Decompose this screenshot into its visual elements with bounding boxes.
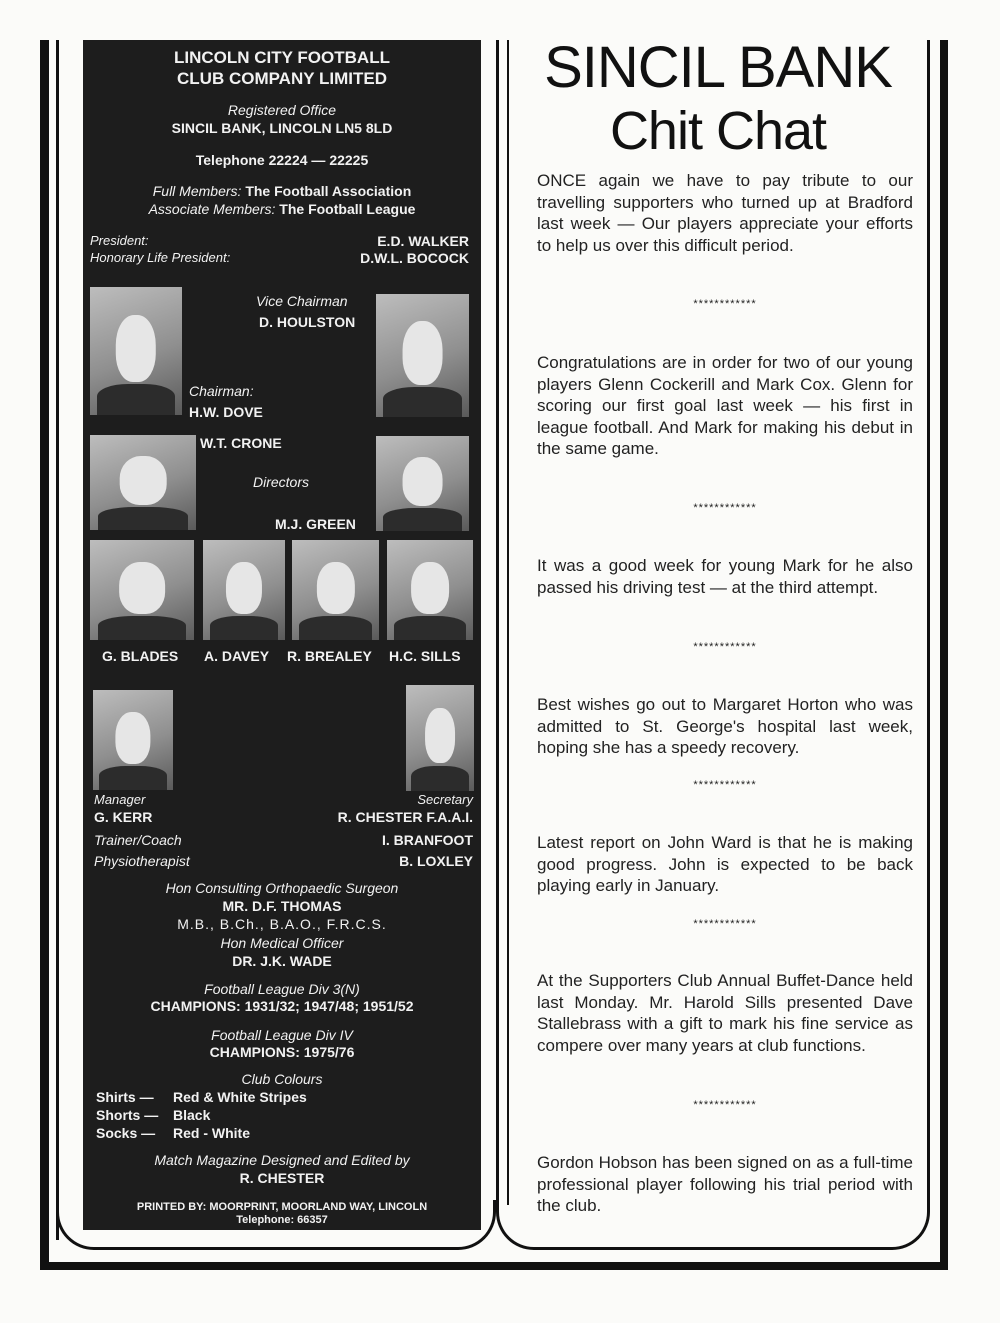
colours-socks-item: Socks — [96,1125,156,1141]
div4-label: Football League Div IV [211,1027,353,1043]
separator-stars: ************ [693,918,757,930]
director-davey-name: A. DAVEY [204,648,270,664]
column-divider-secondary [507,40,509,1205]
director-green-name: M.J. GREEN [275,516,356,532]
director-brealey-name: R. BREALEY [287,648,372,664]
column-divider [496,40,499,1205]
photo-director-crone [90,435,196,530]
chit-chat-paragraph: Gordon Hobson has been signed on as a full-time professional player following his trial period with the club. [537,1153,913,1215]
colours-shirts-item: Shirts — [96,1089,154,1105]
associate-members [83,201,481,217]
full-members [83,183,481,199]
separator-stars: ************ [693,1099,757,1111]
colours-socks-value: Red - White [173,1125,250,1141]
photo-vice-chairman [376,294,469,417]
director-crone-name: W.T. CRONE [200,435,282,451]
frame-border-right [940,40,948,1270]
printer-telephone: Telephone: 66357 [236,1214,328,1226]
chit-chat-paragraph: Best wishes go out to Margaret Horton who was admitted to St. George's hospital last week, hoping she has a speedy recovery. [537,695,913,757]
surgeon-name: MR. D.F. THOMAS [222,898,342,914]
full-members-label: Full Members: [152,183,242,199]
photo-director-davey [203,540,285,640]
company-name-line2: CLUB COMPANY LIMITED [177,69,387,88]
directors-label: Directors [253,474,310,490]
div3-champions: CHAMPIONS: 1931/32; 1947/48; 1951/52 [150,998,414,1014]
page-title-line1: SINCIL BANK [544,35,892,100]
printed-by: PRINTED BY: MOORPRINT, MOORLAND WAY, LINCOLN [136,1201,428,1213]
director-blades-name: G. BLADES [102,648,179,664]
colours-shirts-value: Red & White Stripes [173,1089,307,1105]
address: SINCIL BANK, LINCOLN LN5 8LD [171,120,393,136]
full-members-value: The Football Association [245,183,412,199]
photo-director-sills [387,540,473,640]
medical-officer-label: Hon Medical Officer [220,935,344,951]
frame-border-left [40,40,49,1270]
physio-name: B. LOXLEY [399,853,473,869]
associate-members-value: The Football League [279,201,416,217]
frame-border-bottom [40,1262,948,1270]
company-name-line1: LINCOLN CITY FOOTBALL [174,48,390,67]
club-colours-label: Club Colours [241,1071,323,1087]
director-sills-name: H.C. SILLS [389,648,461,664]
president-name: E.D. WALKER [377,233,469,249]
president-label: President: [90,233,149,248]
surgeon-qualifications: M.B., B.Ch., B.A.O., F.R.C.S. [177,916,387,932]
chit-chat-paragraph: It was a good week for young Mark for he also passed his driving test — at the third attempt. [537,556,913,597]
page-title-line2: Chit Chat [609,101,827,161]
magazine-label: Match Magazine Designed and Edited by [154,1152,410,1168]
vice-chairman-label: Vice Chairman [256,293,348,309]
chit-chat-paragraph: Congratulations are in order for two of our young players Glenn Cockerill and Mark Cox. Glenn for scoring our first goal last week — his first in league football. And Mark for making his debut in the same game. [537,353,913,458]
inner-border-right [927,40,930,1205]
colours-shorts-item: Shorts — [96,1107,159,1123]
manager-label: Manager [94,792,146,807]
secretary-name: R. CHESTER F.A.A.I. [337,809,473,825]
secretary-label: Secretary [417,792,473,807]
chairman-name: H.W. DOVE [189,404,263,420]
hon-life-president-name: D.W.L. BOCOCK [360,250,469,266]
hon-life-president-label: Honorary Life President: [90,250,231,265]
photo-director-green [376,436,469,531]
separator-stars: ************ [693,298,757,310]
club-info-panel [83,40,481,1230]
photo-manager [93,690,173,790]
div4-champions: CHAMPIONS: 1975/76 [209,1044,355,1060]
trainer-name: I. BRANFOOT [382,832,473,848]
trainer-label: Trainer/Coach [94,832,182,848]
separator-stars: ************ [693,641,757,653]
separator-stars: ************ [693,502,757,514]
div3-label: Football League Div 3(N) [204,981,360,997]
medical-officer-name: DR. J.K. WADE [232,953,332,969]
separator-stars: ************ [693,779,757,791]
chit-chat-paragraph: At the Supporters Club Annual Buffet-Dance held last Monday. Mr. Harold Sills presented Dave Stallebrass with a gift to mark his fine service as compere over many years at club functions. [537,971,913,1055]
chit-chat-paragraph: ONCE again we have to pay tribute to our travelling supporters who turned up at Bradford last week — Our players appreciate your efforts to help us over this difficult period. [537,171,913,255]
physio-label: Physiotherapist [94,853,190,869]
chairman-label: Chairman: [189,383,254,399]
registered-office-label: Registered Office [227,102,337,118]
photo-secretary [406,685,474,791]
photo-chairman [90,287,182,415]
magazine-editor: R. CHESTER [239,1170,325,1186]
photo-director-brealey [292,540,379,640]
manager-name: G. KERR [94,809,153,825]
associate-members-label: Associate Members: [148,201,276,217]
surgeon-label: Hon Consulting Orthopaedic Surgeon [165,880,399,896]
colours-shorts-value: Black [173,1107,211,1123]
inner-border-left [56,40,62,1240]
chit-chat-paragraph: Latest report on John Ward is that he is making good progress. John is expected to be back playing early in January. [537,833,913,895]
telephone: Telephone 22224 — 22225 [195,152,369,168]
vice-chairman-name: D. HOULSTON [259,314,356,330]
photo-director-blades [90,540,194,640]
